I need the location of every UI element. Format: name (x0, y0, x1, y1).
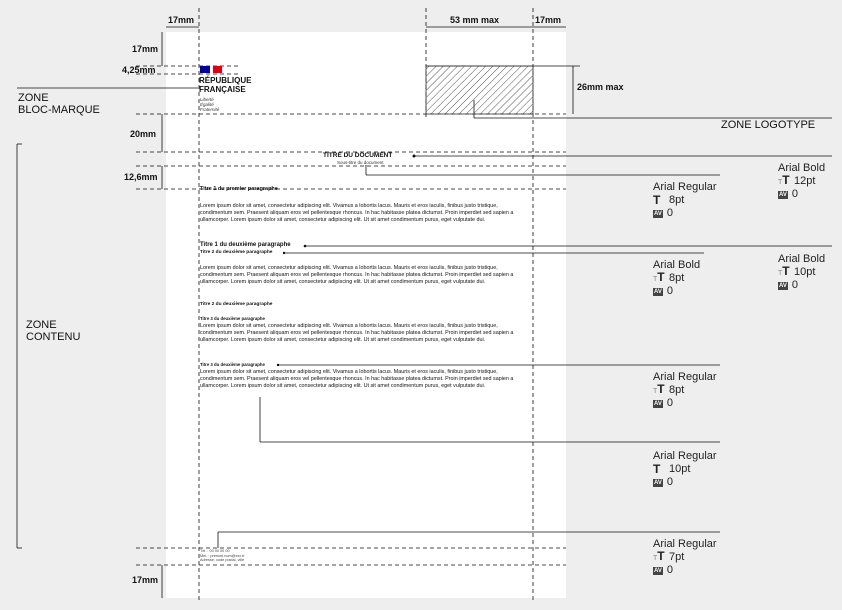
font-size-icon: TT (653, 382, 665, 396)
font-size-icon: T (653, 462, 661, 476)
spec-spacing: 0 (666, 476, 674, 488)
zone-contenu-line1: ZONE (26, 319, 57, 331)
paragraph-3: Lorem ipsum dolor sit amet, consectetur adipiscing elit. Vivamus a lobortis lacus. Mauris et eros iaculis, finibus justo tristique, condimentum sem. Praesent aliquam eros vel pellentesque rhoncus. In hac habitasse platea dictumst. Proin imperdiet sed sapien a ullamcorper. Lorem ipsum dolor sit amet, consectetur adipiscing elit. Ut sit amet condimentum purus, eget vulputate dui. (200, 323, 514, 344)
heading3-b: Titre 3 du deuxième paragraphe (200, 362, 265, 367)
spec-font: Arial Regular (653, 538, 717, 550)
heading2-b: Titre 2 du deuxième paragraphe (200, 302, 273, 307)
letter-spacing-icon: AV (654, 210, 662, 217)
spec-size: 8pt (669, 384, 685, 396)
spec-spacing: 0 (666, 207, 674, 219)
zone-bloc-marque-label (18, 92, 100, 116)
motto-liberte: Liberté (200, 97, 214, 102)
paragraph-1: Lorem ipsum dolor sit amet, consectetur adipiscing elit. Vivamus a lobortis lacus. Mauris et eros iaculis, finibus justo tristique, condimentum sem. Praesent aliquam eros vel pellentesque rhoncus. In hac habitasse platea dictumst. Proin imperdiet sed sapien a ullamcorper. Lorem ipsum dolor sit amet, consectetur adipiscing elit. Ut sit amet condimentum purus, eget vulputate dui. (200, 203, 514, 224)
gap-content-label: 12,6mm (124, 172, 158, 182)
footer-email: Mél. : prénom.nom@xxx.fr (200, 553, 245, 558)
document-subtitle: Sous-titre du document (337, 160, 384, 165)
letter-spacing-icon: AV (779, 191, 787, 198)
letter-spacing-icon: AV (654, 288, 662, 295)
zone-contenu-label (26, 319, 80, 343)
logo-width-label: 53 mm max (450, 15, 500, 25)
motto-egalite: Égalité (200, 102, 214, 107)
spec-size: 8pt (669, 194, 685, 206)
top-margin-label: 17mm (132, 44, 159, 54)
spec-font: Arial Bold (778, 162, 826, 174)
logo-height-label: 26mm max (577, 82, 624, 92)
flag-blue (200, 66, 210, 73)
letter-spacing-icon: AV (654, 400, 662, 407)
spec-font: Arial Bold (778, 253, 826, 265)
heading1-second: Titre 1 du deuxième paragraphe (200, 242, 291, 248)
heading3-a: Titre 3 du deuxième paragraphe (200, 316, 265, 321)
letter-spacing-icon: AV (654, 567, 662, 574)
motto-fraternite: Fraternité (200, 107, 220, 112)
font-size-icon: TT (778, 173, 790, 187)
flag-red (213, 66, 222, 73)
spec-font: Arial Regular (653, 450, 717, 462)
document-footer (200, 549, 245, 563)
spec-spacing: 0 (666, 285, 674, 297)
spec-size: 10pt (669, 463, 691, 475)
spec-font: Arial Regular (653, 181, 717, 193)
marianne-line2: FRANÇAISE (199, 85, 246, 94)
spec-size: 12pt (794, 175, 816, 187)
spec-spacing: 0 (791, 279, 799, 291)
margin-right-label: 17mm (535, 15, 562, 25)
font-size-icon: TT (653, 549, 665, 563)
gap-title-label: 20mm (130, 129, 157, 139)
flag-height-label: 4,25mm (122, 65, 156, 75)
zone-contenu-line2: CONTENU (26, 331, 81, 343)
spec-spacing: 0 (791, 188, 799, 200)
spec-heading2 (653, 259, 700, 298)
marianne-line1: RÉPUBLIQUE (199, 76, 252, 85)
zone-bloc-marque-line1: ZONE (18, 92, 49, 104)
spec-title (778, 162, 825, 201)
spec-body (653, 450, 717, 489)
zone-bloc-marque-line2: BLOC-MARQUE (18, 104, 100, 116)
spec-size: 10pt (794, 266, 816, 278)
paragraph-2: Lorem ipsum dolor sit amet, consectetur adipiscing elit. Vivamus a lobortis lacus. Mauris et eros iaculis, finibus justo tristique, condimentum sem. Praesent aliquam eros vel pellentesque rhoncus. In hac habitasse platea dictumst. Proin imperdiet sed sapien a ullamcorper. Lorem ipsum dolor sit amet, consectetur adipiscing elit. Ut sit amet condimentum purus, eget vulputate dui. (200, 265, 514, 286)
spec-font: Arial Regular (653, 371, 717, 383)
spec-heading3 (653, 371, 717, 410)
footer-phone: Tél. : 00 00 00 00 (200, 549, 230, 553)
paragraph-4: Lorem ipsum dolor sit amet, consectetur adipiscing elit. Vivamus a lobortis lacus. Mauris et eros iaculis, finibus justo tristique, condimentum sem. Praesent aliquam eros vel pellentesque rhoncus. In hac habitasse platea dictumst. Proin imperdiet sed sapien a ullamcorper. Lorem ipsum dolor sit amet, consectetur adipiscing elit. Ut sit amet condimentum purus, eget vulputate dui. (200, 369, 514, 390)
spec-spacing: 0 (666, 397, 674, 409)
margin-left-label: 17mm (168, 15, 195, 25)
bottom-margin-label: 17mm (132, 575, 159, 585)
font-size-icon: T (653, 193, 661, 207)
footer-address: Adresse, code postal, ville (200, 558, 245, 562)
spec-font: Arial Bold (653, 259, 701, 271)
document-title: TITRE DU DOCUMENT (323, 152, 393, 159)
heading2-a: Titre 2 du deuxième paragraphe (200, 250, 273, 255)
heading1-first: Titre 1 du premier paragraphe (200, 186, 278, 192)
spec-subtitle (653, 181, 717, 220)
logotype-area (426, 66, 533, 114)
letter-spacing-icon: AV (654, 479, 662, 486)
marianne-motto (200, 97, 219, 112)
spec-spacing: 0 (666, 564, 674, 576)
spec-heading1 (778, 253, 825, 292)
font-size-icon: TT (653, 270, 665, 284)
letter-spacing-icon: AV (779, 282, 787, 289)
zone-logotype-label: ZONE LOGOTYPE (721, 119, 816, 131)
font-size-icon: TT (778, 264, 790, 278)
spec-footer (653, 538, 717, 577)
spec-size: 8pt (669, 272, 685, 284)
marianne-wordmark (199, 76, 251, 94)
spec-size: 7pt (669, 551, 685, 563)
